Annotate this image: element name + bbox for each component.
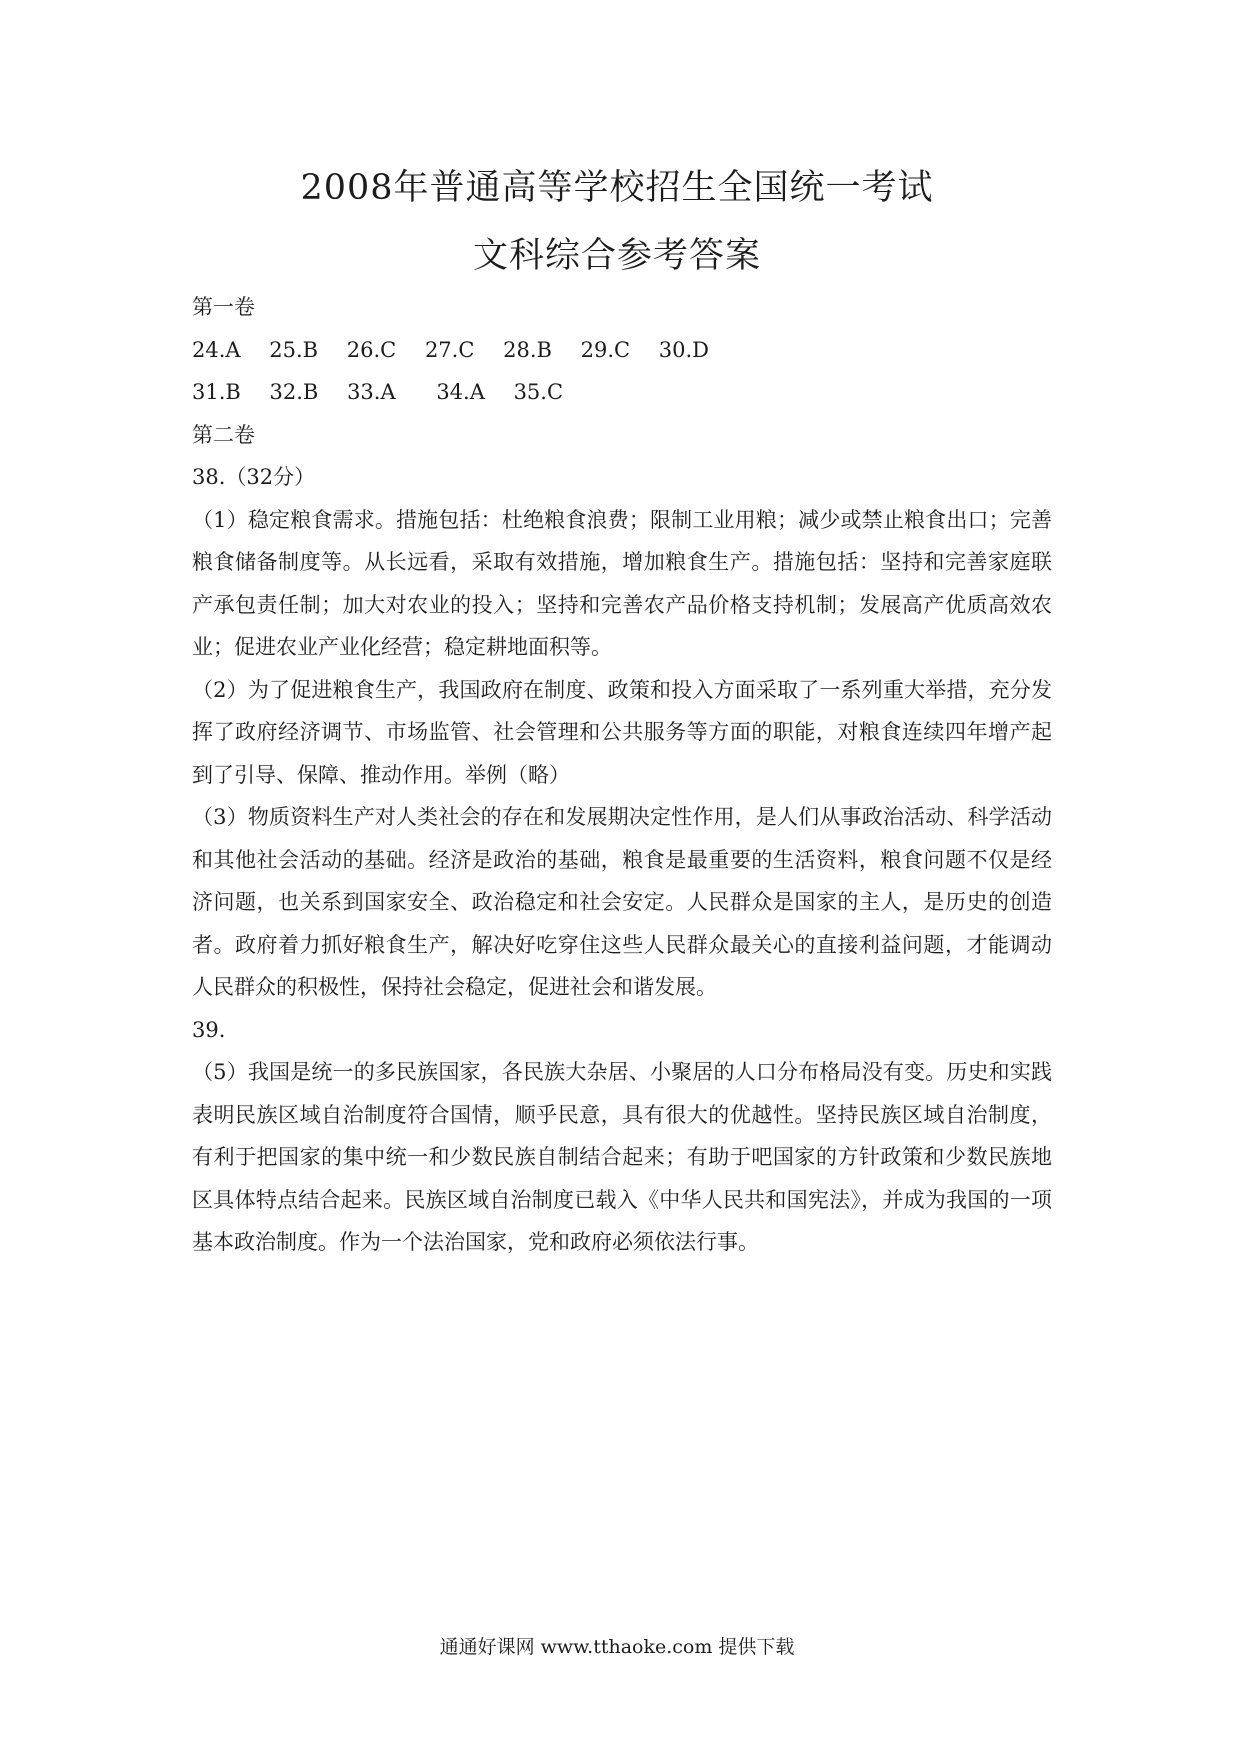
answers-row-2 bbox=[192, 371, 1052, 414]
answer-item: 30.D bbox=[658, 337, 710, 362]
answer-item: 24.A bbox=[192, 337, 241, 362]
answers-row-1 bbox=[192, 329, 1052, 372]
question-39-answer-5: （5）我国是统一的多民族国家，各民族大杂居、小聚居的人口分布格局没有变。历史和实践表明民族区域自治制度符合国情，顺乎民意，具有很大的优越性。坚持民族区域自治制度，有利于把国家的集中统一和少数民族自制结合起来；有助于吧国家的方针政策和少数民族地区具体特点结合起来。民族区域自治制度已载入《中华人民共和国宪法》，并成为我国的一项基本政治制度。作为一个法治国家，党和政府必须依法行事。 bbox=[192, 1060, 1052, 1254]
answer-item: 26.C bbox=[346, 337, 397, 362]
answer-item: 32.B bbox=[269, 380, 319, 404]
answer-item: 33.A bbox=[347, 380, 396, 404]
answer-item: 27.C bbox=[424, 337, 475, 362]
footer-watermark: 通通好课网 www.tthaoke.com 提供下载 bbox=[439, 1636, 795, 1658]
question-38-answer-1: （1）稳定粮食需求。措施包括：杜绝粮食浪费；限制工业用粮；减少或禁止粮食出口；完善粮食储备制度等。从长远看，采取有效措施，增加粮食生产。措施包括：坚持和完善家庭联产承包责任制；加大对农业的投入；坚持和完善农产品价格支持机制；发展高产优质高效农业；促进农业产业化经营；稳定耕地面积等。 bbox=[192, 507, 1052, 659]
answer-item: 34.A bbox=[436, 380, 485, 404]
answer-item: 35.C bbox=[513, 380, 564, 404]
page-subtitle: 文科综合参考答案 bbox=[472, 236, 761, 276]
page-title: 2008年普通高等学校招生全国统一考试 bbox=[300, 168, 934, 208]
question-38-answer-3: （3）物质资料生产对人类社会的存在和发展期决定性作用，是人们从事政治活动、科学活动和其他社会活动的基础。经济是政治的基础，粮食是最重要的生活资料，粮食问题不仅是经济问题，也关系到国家安全、政治稳定和社会安定。人民群众是国家的主人，是历史的创造者。政府着力抓好粮食生产，解决好吃穿住这些人民群众最关心的直接利益问题，才能调动人民群众的积极性，保持社会稳定，促进社会和谐发展。 bbox=[192, 805, 1052, 999]
question-39-heading: 39. bbox=[192, 1017, 226, 1042]
answer-item: 31.B bbox=[192, 380, 241, 404]
part1-label: 第一卷 bbox=[192, 295, 255, 319]
answer-item: 29.C bbox=[580, 337, 631, 362]
question-38-heading: 38.（32分） bbox=[192, 465, 316, 489]
answer-item: 28.B bbox=[503, 337, 552, 362]
answer-item: 25.B bbox=[269, 337, 319, 362]
question-38-answer-2: （2）为了促进粮食生产，我国政府在制度、政策和投入方面采取了一系列重大举措，充分发挥了政府经济调节、市场监管、社会管理和公共服务等方面的职能，对粮食连续四年增产起到了引导、保障、推动作用。举例（略） bbox=[192, 677, 1052, 787]
part2-label: 第二卷 bbox=[192, 422, 255, 447]
answer-content bbox=[192, 286, 1052, 1264]
